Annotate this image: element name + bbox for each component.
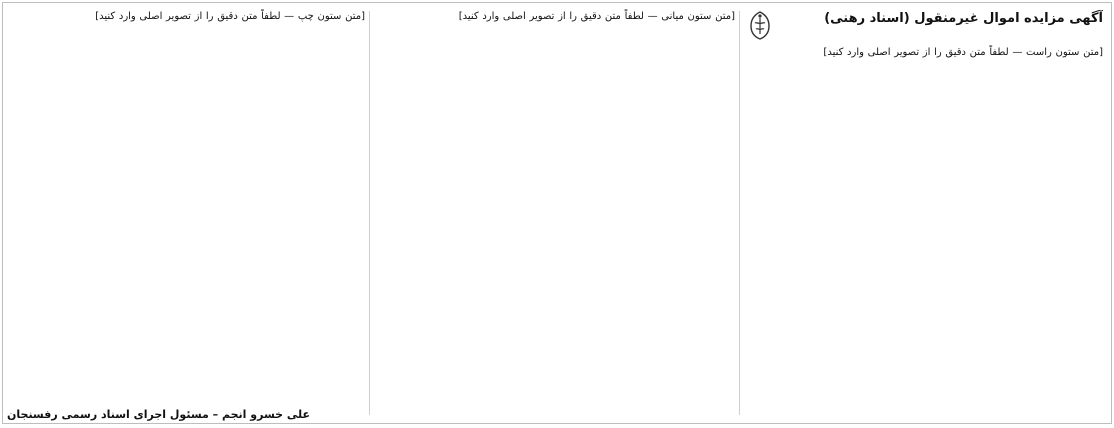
notice-page — [2, 2, 1112, 424]
column-divider — [739, 11, 740, 415]
notice-text-left: [متن ستون چپ — لطفاً متن دقیق را از تصویر اصلی وارد کنید] — [95, 11, 365, 22]
emblem-icon — [745, 9, 775, 41]
notice-column-right — [743, 9, 1103, 417]
notice-column-middle — [373, 9, 735, 417]
notice-column-left — [9, 9, 365, 417]
notice-title: آگهی مزایده اموال غیرمنقول (اسناد رهنی) — [824, 11, 1103, 26]
notice-signature: علی خسرو انجم – مسئول اجرای اسناد رسمی رفسنجان — [7, 408, 311, 421]
notice-text-right: [متن ستون راست — لطفاً متن دقیق را از تصویر اصلی وارد کنید] — [823, 47, 1103, 58]
column-divider — [369, 11, 370, 415]
notice-header — [743, 9, 1103, 43]
notice-text-middle: [متن ستون میانی — لطفاً متن دقیق را از تصویر اصلی وارد کنید] — [458, 11, 735, 22]
